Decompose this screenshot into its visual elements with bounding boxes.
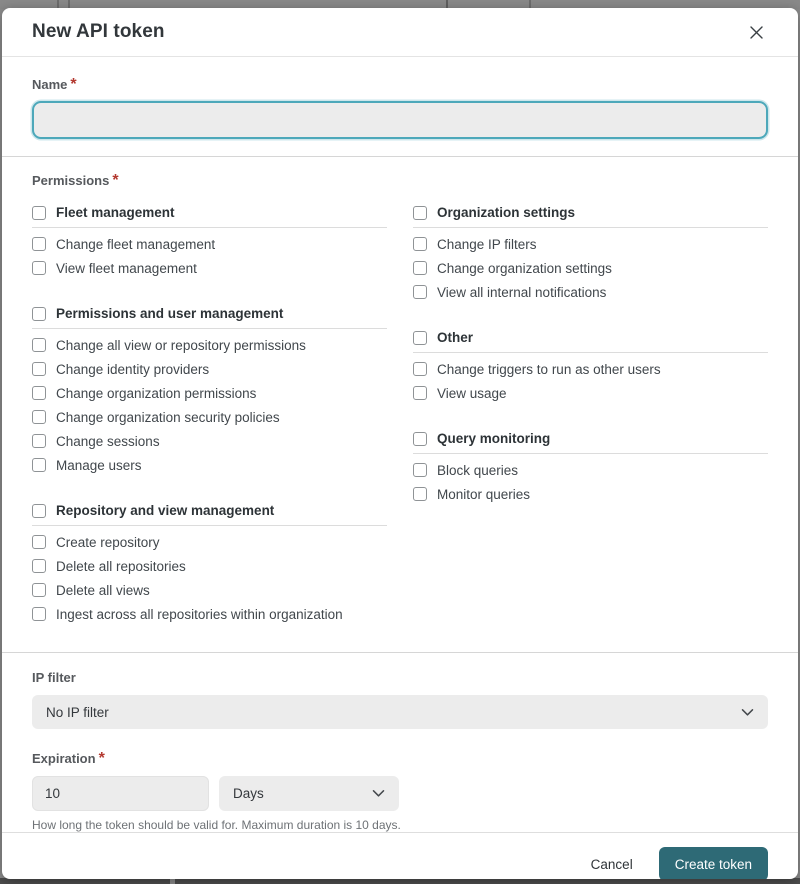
ip-filter-selected-value: No IP filter	[46, 704, 109, 720]
permission-item-checkbox[interactable]	[32, 237, 46, 251]
permission-item-checkbox[interactable]	[32, 362, 46, 376]
permission-group	[413, 326, 768, 405]
name-section	[2, 57, 798, 156]
name-label-row	[32, 76, 768, 94]
expiration-label: Expiration	[32, 751, 96, 766]
permissions-grid	[32, 201, 768, 626]
close-icon	[749, 25, 764, 40]
permission-item[interactable]	[413, 256, 768, 280]
permission-item-label: View usage	[437, 385, 507, 401]
permission-item[interactable]	[32, 357, 387, 381]
expiration-inputs-row	[32, 776, 768, 811]
permission-item[interactable]	[32, 530, 387, 554]
permission-item[interactable]	[32, 381, 387, 405]
permission-group-checkbox[interactable]	[32, 307, 46, 321]
permission-item-label: View fleet management	[56, 260, 197, 276]
permission-group	[413, 427, 768, 506]
permission-item-label: Change triggers to run as other users	[437, 361, 661, 377]
permission-item-label: Delete all views	[56, 582, 150, 598]
permission-item-label: Monitor queries	[437, 486, 531, 502]
permission-group-header[interactable]	[413, 427, 768, 454]
permission-item[interactable]	[413, 381, 768, 405]
close-button[interactable]	[745, 21, 768, 44]
name-label: Name	[32, 77, 68, 92]
permission-group-header[interactable]	[32, 499, 387, 526]
required-asterisk: *	[112, 172, 119, 189]
permission-group-title: Fleet management	[56, 205, 175, 220]
permission-item-checkbox[interactable]	[413, 261, 427, 275]
permission-item-checkbox[interactable]	[413, 285, 427, 299]
permission-group-title: Repository and view management	[56, 503, 275, 518]
dialog-title: New API token	[32, 21, 165, 42]
permission-item[interactable]	[32, 232, 387, 256]
permission-item-checkbox[interactable]	[32, 386, 46, 400]
dialog-header	[2, 8, 798, 57]
permission-item[interactable]	[32, 429, 387, 453]
permission-group-checkbox[interactable]	[413, 432, 427, 446]
permission-item[interactable]	[413, 280, 768, 304]
permission-group-header[interactable]	[32, 302, 387, 329]
expiration-label-row	[32, 750, 768, 768]
permission-group-header[interactable]	[413, 201, 768, 228]
permission-group-checkbox[interactable]	[32, 206, 46, 220]
permission-item[interactable]	[32, 333, 387, 357]
permission-item-label: Change organization security policies	[56, 409, 280, 425]
permission-item-label: Delete all repositories	[56, 558, 186, 574]
permission-item-label: Change organization settings	[437, 260, 612, 276]
permission-item-checkbox[interactable]	[413, 463, 427, 477]
permission-group	[32, 302, 387, 477]
permission-group-checkbox[interactable]	[413, 331, 427, 345]
permission-item-label: Change IP filters	[437, 236, 537, 252]
permission-group-title: Query monitoring	[437, 431, 551, 446]
permission-group-title: Organization settings	[437, 205, 576, 220]
expiration-unit-select[interactable]	[219, 776, 399, 811]
permission-item-label: Change identity providers	[56, 361, 210, 377]
permission-item-label: Change fleet management	[56, 236, 216, 252]
chevron-down-icon	[372, 789, 385, 798]
permission-item-checkbox[interactable]	[32, 458, 46, 472]
permission-item[interactable]	[413, 482, 768, 506]
permissions-label: Permissions	[32, 173, 110, 188]
permission-item-checkbox[interactable]	[32, 559, 46, 573]
name-input[interactable]	[32, 101, 768, 139]
permission-item-checkbox[interactable]	[32, 261, 46, 275]
create-token-button[interactable]: Create token	[659, 847, 768, 879]
permission-group-header[interactable]	[413, 326, 768, 353]
permission-group	[32, 201, 387, 280]
permission-item[interactable]	[32, 578, 387, 602]
permissions-section	[2, 157, 798, 652]
permission-item-label: Block queries	[437, 462, 519, 478]
permission-item-checkbox[interactable]	[413, 386, 427, 400]
permission-item-label: Ingest across all repositories within organization	[56, 606, 343, 622]
permission-group-title: Other	[437, 330, 474, 345]
permission-item[interactable]	[32, 405, 387, 429]
permission-group-header[interactable]	[32, 201, 387, 228]
permissions-column	[413, 201, 768, 626]
permission-group-checkbox[interactable]	[413, 206, 427, 220]
permission-item[interactable]	[32, 453, 387, 477]
permission-item-label: Change organization permissions	[56, 385, 257, 401]
permission-item-checkbox[interactable]	[32, 583, 46, 597]
dialog-footer	[2, 832, 798, 879]
permission-group-title: Permissions and user management	[56, 306, 284, 321]
expiration-help-text: How long the token should be valid for. Maximum duration is 10 days.	[32, 818, 401, 832]
permission-item-label: Manage users	[56, 457, 142, 473]
chevron-down-icon	[741, 708, 754, 717]
expiration-section	[2, 733, 798, 832]
permission-item-checkbox[interactable]	[32, 434, 46, 448]
permission-item-label: Change sessions	[56, 433, 160, 449]
required-asterisk: *	[70, 76, 77, 93]
permission-item-label: View all internal notifications	[437, 284, 607, 300]
ip-filter-section	[2, 652, 798, 733]
permission-item[interactable]	[32, 602, 387, 626]
permission-item[interactable]	[413, 458, 768, 482]
new-api-token-dialog	[2, 8, 798, 879]
ip-filter-select[interactable]	[32, 695, 768, 729]
expiration-unit-selected-value: Days	[233, 786, 264, 801]
permission-item-label: Change all view or repository permissions	[56, 337, 306, 353]
permission-item-checkbox[interactable]	[413, 487, 427, 501]
ip-filter-label-row	[32, 669, 768, 687]
permission-group	[32, 499, 387, 626]
permission-item-checkbox[interactable]	[32, 410, 46, 424]
permission-item-checkbox[interactable]	[32, 338, 46, 352]
permission-item[interactable]	[32, 554, 387, 578]
permission-group	[413, 201, 768, 304]
permission-item-checkbox[interactable]	[32, 535, 46, 549]
permission-item[interactable]	[413, 357, 768, 381]
permissions-column	[32, 201, 387, 626]
permission-item[interactable]	[413, 232, 768, 256]
permissions-label-row	[32, 172, 768, 190]
expiration-value-input[interactable]	[32, 776, 209, 811]
permission-group-checkbox[interactable]	[32, 504, 46, 518]
permission-item-checkbox[interactable]	[413, 362, 427, 376]
required-asterisk: *	[98, 750, 105, 767]
permission-item-checkbox[interactable]	[413, 237, 427, 251]
permission-item[interactable]	[32, 256, 387, 280]
permission-item-label: Create repository	[56, 534, 160, 550]
ip-filter-label: IP filter	[32, 670, 76, 685]
cancel-button[interactable]: Cancel	[589, 851, 635, 878]
permission-item-checkbox[interactable]	[32, 607, 46, 621]
